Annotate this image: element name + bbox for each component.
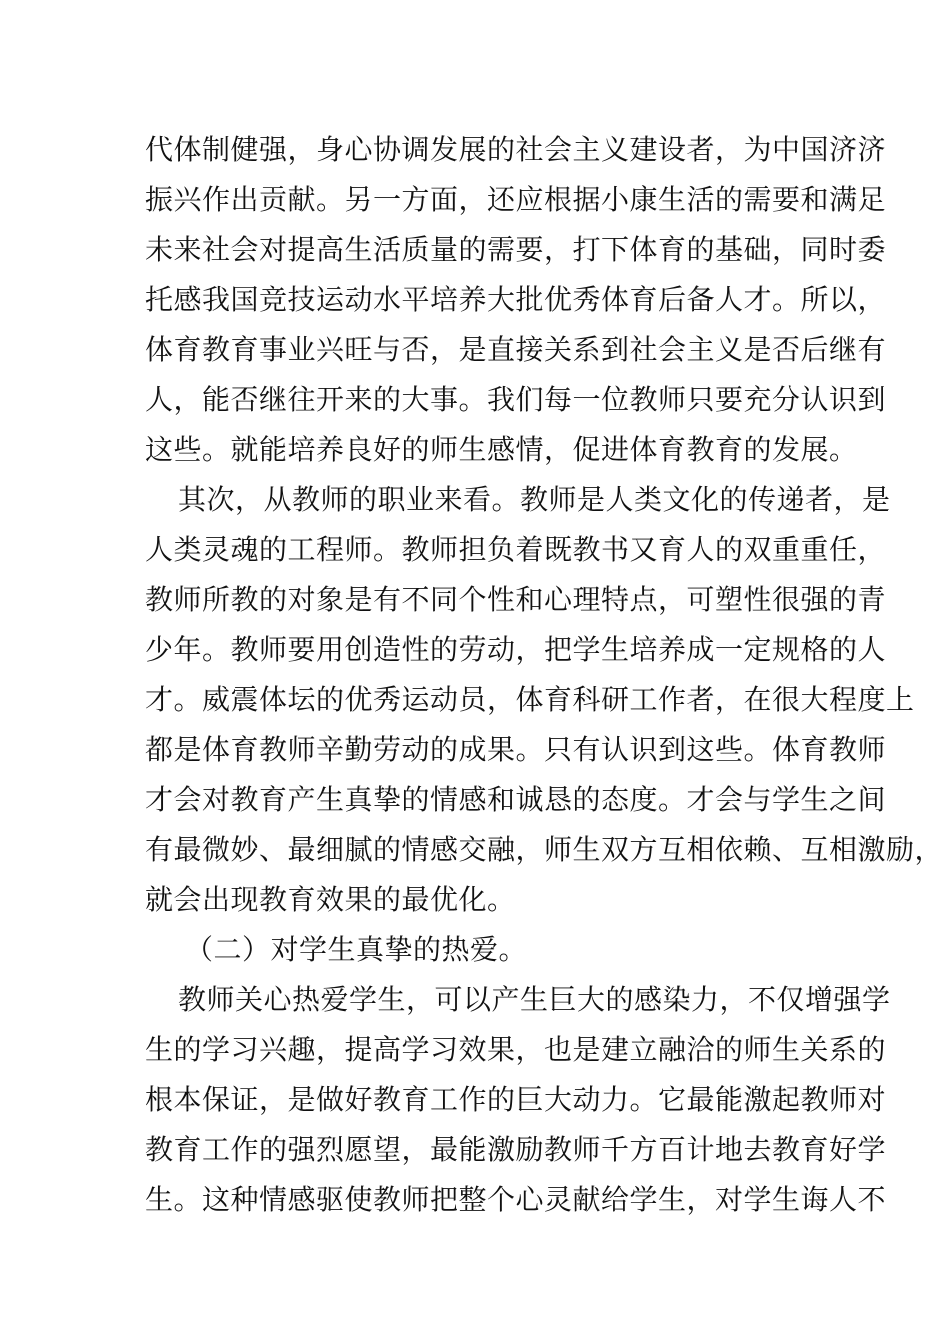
text-line: 才。威震体坛的优秀运动员，体育科研工作者，在很大程度上 <box>145 683 915 716</box>
section-heading: （二）对学生真挚的热爱。 <box>185 933 528 966</box>
text-line: 人类灵魂的工程师。教师担负着既教书又育人的双重重任， <box>145 533 887 566</box>
text-line: 生的学习兴趣，提高学习效果，也是建立融洽的师生关系的 <box>145 1033 887 1066</box>
text-line: 有最微妙、最细腻的情感交融，师生双方互相依赖、互相激励， <box>145 833 944 866</box>
text-line: 未来社会对提高生活质量的需要，打下体育的基础，同时委 <box>145 233 887 266</box>
text-line: 托感我国竞技运动水平培养大批优秀体育后备人才。所以， <box>145 283 887 316</box>
text-line: 教育工作的强烈愿望，最能激励教师千方百计地去教育好学 <box>145 1133 887 1166</box>
text-line: 根本保证，是做好教育工作的巨大动力。它最能激起教师对 <box>145 1083 887 1116</box>
text-line: 代体制健强，身心协调发展的社会主义建设者，为中国济济 <box>145 133 887 166</box>
text-line: 振兴作出贡献。另一方面，还应根据小康生活的需要和满足 <box>145 183 887 216</box>
text-line: 人，能否继往开来的大事。我们每一位教师只要充分认识到 <box>145 383 887 416</box>
text-line: 这些。就能培养良好的师生感情，促进体育教育的发展。 <box>145 433 858 466</box>
paragraph-first-line: 教师关心热爱学生，可以产生巨大的感染力，不仅增强学 <box>178 983 891 1016</box>
paragraph-first-line: 其次，从教师的职业来看。教师是人类文化的传递者，是 <box>178 483 891 516</box>
text-line: 才会对教育产生真挚的情感和诚恳的态度。才会与学生之间 <box>145 783 887 816</box>
text-line: 都是体育教师辛勤劳动的成果。只有认识到这些。体育教师 <box>145 733 887 766</box>
text-line: 教师所教的对象是有不同个性和心理特点，可塑性很强的青 <box>145 583 887 616</box>
text-line: 就会出现教育效果的最优化。 <box>145 883 516 916</box>
text-line: 体育教育事业兴旺与否，是直接关系到社会主义是否后继有 <box>145 333 887 366</box>
text-line: 少年。教师要用创造性的劳动，把学生培养成一定规格的人 <box>145 633 887 666</box>
text-line: 生。这种情感驱使教师把整个心灵献给学生，对学生诲人不 <box>145 1183 887 1216</box>
